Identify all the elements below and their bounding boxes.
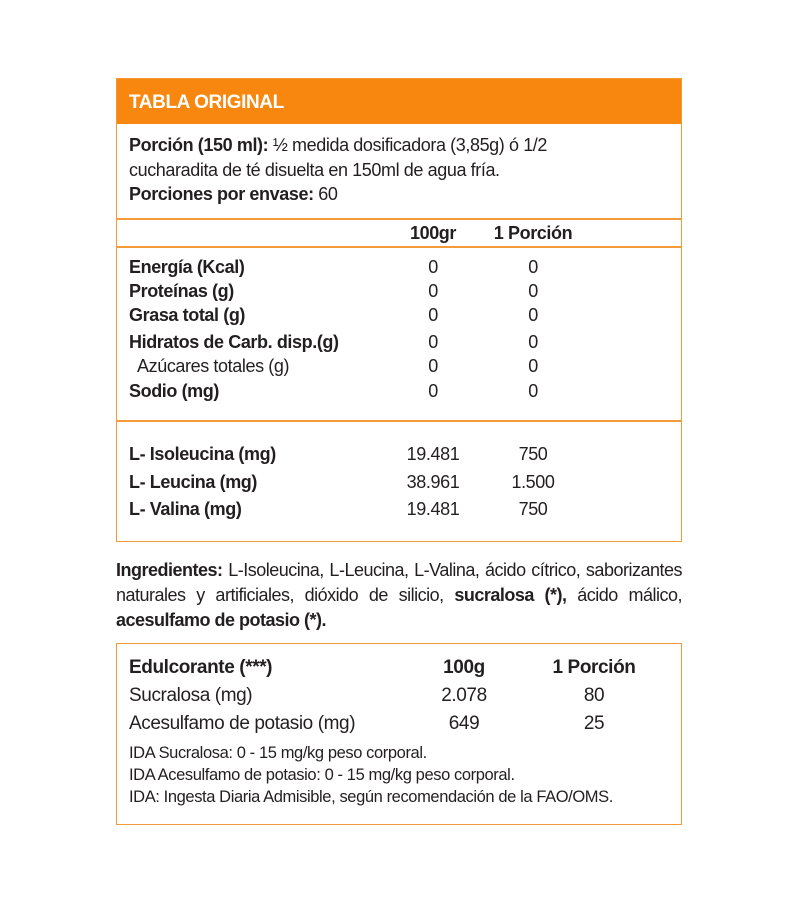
value-portion: 0 — [528, 257, 538, 277]
divider — [117, 246, 681, 248]
table-title: TABLA ORIGINAL — [117, 79, 681, 124]
amino-name: L- Leucina (mg) — [129, 472, 257, 492]
portion-line-2: cucharadita de té disuelta en 150ml de agua fría. — [129, 160, 500, 180]
ingredients-text — [116, 558, 682, 633]
value-portion: 750 — [518, 499, 548, 519]
nutrient-name: Azúcares totales (g) — [137, 356, 290, 376]
value-100gr: 0 — [428, 381, 438, 401]
ingredients-part: ácido málico, — [566, 585, 682, 605]
amino-name: L- Valina (mg) — [129, 499, 242, 519]
ingredients-bold: acesulfamo de potasio (*). — [116, 610, 327, 630]
col-header-100gr: 100gr — [409, 223, 457, 243]
divider — [117, 420, 681, 422]
sweetener-title: Edulcorante (***) — [129, 657, 273, 678]
value-100gr: 0 — [428, 257, 438, 277]
value-portion: 1.500 — [511, 472, 555, 492]
value-portion: 0 — [528, 381, 538, 401]
value-portion: 750 — [518, 444, 548, 464]
value-100gr: 38.961 — [406, 472, 460, 492]
portion-text: ½ medida dosificadora (3,85g) ó 1/2 — [272, 135, 548, 155]
nutrient-name: Energía (Kcal) — [129, 257, 245, 277]
value-portion: 0 — [528, 305, 538, 325]
servings-line — [129, 184, 338, 205]
value-portion: 0 — [528, 356, 538, 376]
nutrient-name: Hidratos de Carb. disp.(g) — [129, 332, 339, 352]
nutrition-table — [116, 78, 682, 542]
ingredients-label: Ingredientes: — [116, 560, 223, 580]
value-100g: 649 — [448, 713, 480, 734]
ida-note: IDA Sucralosa: 0 - 15 mg/kg peso corporal. — [129, 744, 427, 762]
col-header-100g: 100g — [443, 657, 485, 678]
value-100gr: 0 — [428, 356, 438, 376]
servings-value: 60 — [318, 184, 338, 204]
value-portion: 80 — [583, 685, 605, 706]
value-portion: 0 — [528, 332, 538, 352]
nutrient-name: Grasa total (g) — [129, 305, 246, 325]
sweetener-table — [116, 643, 682, 825]
col-header-portion: 1 Porción — [493, 223, 573, 243]
value-100gr: 0 — [428, 281, 438, 301]
portion-line-1 — [129, 135, 547, 156]
nutrient-name: Proteínas (g) — [129, 281, 234, 301]
portion-label: Porción (150 ml): — [129, 135, 269, 155]
value-portion: 25 — [583, 713, 605, 734]
value-100gr: 19.481 — [406, 444, 460, 464]
ida-note: IDA Acesulfamo de potasio: 0 - 15 mg/kg peso corporal. — [129, 766, 515, 784]
nutrient-name: Sodio (mg) — [129, 381, 219, 401]
value-portion: 0 — [528, 281, 538, 301]
value-100gr: 0 — [428, 305, 438, 325]
value-100g: 2.078 — [441, 685, 487, 706]
amino-name: L- Isoleucina (mg) — [129, 444, 276, 464]
value-100gr: 19.481 — [406, 499, 460, 519]
divider — [117, 218, 681, 220]
servings-label: Porciones por envase: — [129, 184, 314, 204]
ingredients-bold: sucralosa (*), — [454, 585, 567, 605]
col-header-portion: 1 Porción — [552, 657, 636, 678]
sweetener-name: Acesulfamo de potasio (mg) — [129, 713, 356, 734]
sweetener-name: Sucralosa (mg) — [129, 685, 253, 706]
value-100gr: 0 — [428, 332, 438, 352]
ida-note: IDA: Ingesta Diaria Admisible, según recomendación de la FAO/OMS. — [129, 788, 613, 806]
ingredients-part: L-Isoleucina, L-Leucina, L-Valina, ácido cítrico, saborizantes naturales y artificiales, dióxido de silicio, — [116, 560, 682, 605]
